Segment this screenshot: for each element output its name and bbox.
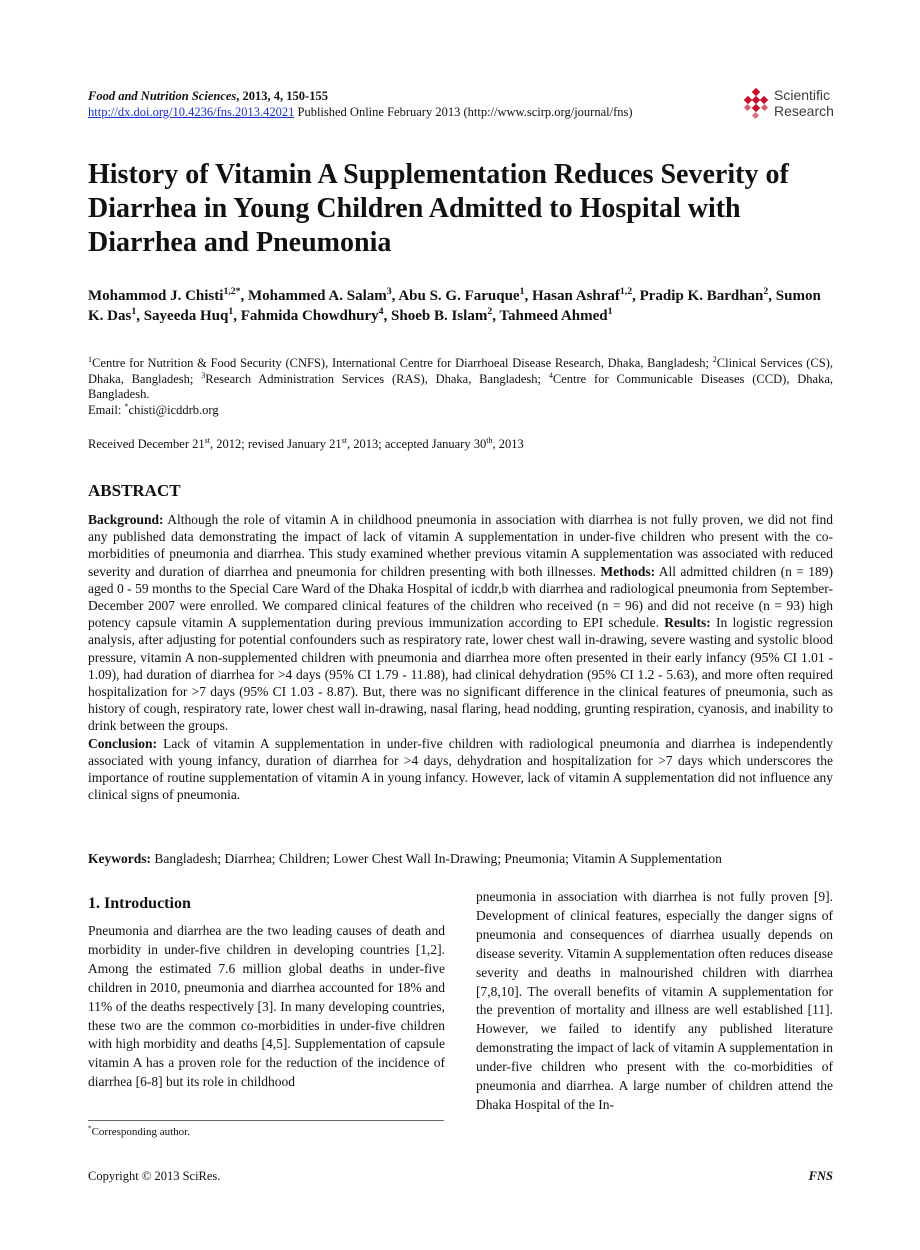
doi-link[interactable]: http://dx.doi.org/10.4236/fns.2013.42021 (88, 105, 295, 119)
logo-wordmark (774, 87, 834, 119)
author-affiliation-sup: 1 (519, 286, 525, 297)
journal-abbreviation: FNS (808, 1169, 833, 1183)
author-name: Abu S. G. Faruque (398, 288, 520, 304)
affiliation-sup: 1 (88, 354, 93, 364)
author-name: Mohammod J. Chisti (88, 288, 224, 304)
email-address[interactable]: chisti@icddrb.org (128, 402, 219, 417)
keywords (88, 850, 833, 867)
author-affiliation-sup: 1,2 (619, 286, 633, 297)
revised-date: , 2012; revised January 21 (210, 437, 342, 451)
affiliation-sup: 3 (201, 370, 206, 380)
author-affiliation-sup: 3 (386, 286, 392, 297)
published-online-text: Published Online February 2013 (http://www.scirp.org/journal/fns) (294, 105, 633, 119)
affiliation-text: Research Administration Services (RAS), Dhaka, Bangladesh; (205, 371, 549, 386)
doi-line (88, 104, 633, 120)
received-sup: st (204, 435, 211, 445)
author-affiliation-sup: 2 (487, 306, 493, 317)
journal-volume: , 2013, 4, 150-155 (236, 89, 328, 103)
affiliation-text: Clinical Services (CS), Dhaka, Bangladesh; (88, 356, 833, 386)
author-affiliation-sup: 2 (763, 286, 769, 297)
received-dates (88, 436, 833, 452)
copyright-notice: Copyright © 2013 SciRes. (88, 1169, 221, 1183)
scientific-research-logo (740, 86, 836, 122)
abstract-methods-label: Methods: (600, 563, 656, 579)
introduction-heading: 1. Introduction (88, 895, 191, 912)
accepted-sup: th (486, 435, 493, 445)
author-name: Shoeb B. Islam (391, 308, 488, 324)
author-list: Mohammod J. Chisti$^{1,2*}$, Mohammed A. Salam$^3$, Abu S. G. Faruque$^1$, Hasan Ashraf$^{1,2}$, Pradip K. Bardhan$^2$, Sumon K. Das$^1$, Sayeeda Huq$^1$, Fahmida Chowdhury$^4$, Shoeb B. Islam$^2$, Tahmeed Ahmed$^1$ (88, 286, 821, 324)
author-name: Fahmida Chowdhury (240, 308, 379, 324)
accepted-date: , 2013; accepted January 30 (347, 437, 487, 451)
abstract-conclusion-label: Conclusion: (88, 735, 158, 751)
author-name: Sumon K. Das (88, 288, 821, 324)
footnote-divider (88, 1120, 444, 1121)
author-name: Sayeeda Huq (143, 308, 229, 324)
journal-name: Food and Nutrition Sciences (88, 89, 237, 103)
introduction-right-column: pneumonia in association with diarrhea is not fully proven [9]. Development of clinical features, especially the danger signs of pneumonia and consequences of diarrhea usually depends on disease severity. Vitamin A supplementation often reduces disease severity and deaths in malnourished children with diarrhea [7,8,10]. The overall benefits of vitamin A supplementation for the prevention of mortality and illness are well established [11]. However, we failed to identify any published literature demonstrating the impact of lack of vitamin A supplementation in under-five children who present with the co-morbidities of pneumonia and diarrhea. A large number of children attend the Dhaka Hospital of the In- (476, 889, 833, 1112)
abstract-heading: ABSTRACT (88, 481, 181, 500)
email-label: Email: (88, 402, 125, 417)
received-date: Received December 21 (88, 437, 205, 451)
author-name: Mohammed A. Salam (248, 288, 387, 304)
introduction-left-column: Pneumonia and diarrhea are the two leading causes of death and morbidity in under-five children in developing countries [1,2]. Among the estimated 7.6 million global deaths in under-five children in 2010, pneumonia and diarrhea accounted for 18% and 11% of the deaths respectively [3]. In many developing countries, these two are the common co-morbidities in under-five children with high morbidity and deaths [4,5]. Supplementation of capsule vitamin A has a proven role for the reduction of the incidence of diarrhea [6-8] but its role in childhood (88, 923, 445, 1090)
abstract-conclusion-text: Lack of vitamin A supplementation in under-five children with radiological pneumonia and diarrhea is independently associated with young infancy, duration of diarrhea for >4 days, dehydration and hospitalization for >7 days which underscores the importance of routine supplementation of vitamin A in young infancy. However, lack of vitamin A supplementation did not influence any clinical signs of pneumonia. (88, 735, 833, 803)
affiliation-text: Centre for Nutrition & Food Security (CNFS), International Centre for Diarrhoeal Disease Research, Dhaka, Bangladesh; (92, 356, 713, 370)
article-title: History of Vitamin A Supplementation Reduces Severity of Diarrhea in Young Children Admitted to Hospital with Diarrhea and Pneumonia (88, 159, 789, 258)
author-affiliation-sup: 1 (607, 306, 613, 317)
author-affiliation-sup: 1 (228, 306, 234, 317)
abstract-background-text: Although the role of vitamin A in childhood pneumonia in association with diarrhea is not fully proven, we did not find any published data demonstrating the impact of lack of vitamin A supplementation in under-five children who present with the co-morbidities of pneumonia and diarrhea. This study examined whether previous vitamin A supplementation was associated with reduced severity and duration of diarrhea and pneumonia for children presenting with both illnesses. (88, 512, 833, 579)
logo-mark-icon (740, 88, 772, 120)
abstract-background-label: Background: (88, 512, 164, 527)
affiliation-sup: 4 (548, 370, 553, 380)
keywords-text: Bangladesh; Diarrhea; Children; Lower Chest Wall In-Drawing; Pneumonia; Vitamin A Supplementation (151, 851, 722, 866)
keywords-label: Keywords: (88, 851, 151, 866)
logo-line-2: Research (774, 103, 834, 119)
abstract-results-label: Results: (664, 615, 711, 631)
author-affiliation-sup: 1,2* (223, 286, 241, 297)
author-affiliation-sup: 1 (131, 306, 137, 317)
author-name: Hasan Ashraf (531, 288, 620, 304)
footnote (88, 1125, 190, 1139)
author-name: Tahmeed Ahmed (499, 308, 608, 324)
email-sup: * (124, 401, 129, 411)
author-affiliation-sup: 4 (378, 306, 384, 317)
affiliation-list (88, 356, 833, 401)
abstract-methods-text: All admitted children (n = 189) aged 0 - 59 months to the Special Care Ward of the Dhaka Hospital of icddr,b with diarrhea and radiological pneumonia from September-December 2007 were enrolled. We compared clinical features of the children who received (n = 96) and did not receive (n = 93) high potency capsule vitamin A supplementation during previous immunization according to EPI schedule. (88, 563, 833, 631)
affiliations (88, 356, 833, 418)
accepted-year: , 2013 (492, 437, 524, 451)
affiliation-text: Centre for Communicable Diseases (CCD), Dhaka, Bangladesh. (88, 371, 833, 401)
logo-line-1: Scientific (774, 87, 831, 103)
affiliation-sup: 2 (712, 354, 717, 364)
journal-citation (88, 88, 328, 104)
abstract-results-text: In logistic regression analysis, after adjusting for potential confounders such as respiratory rate, lower chest wall in-drawing, severe wasting and systolic blood pressure, vitamin A non-supplemented children with pneumonia and diarrhea more often presented in their early infancy (95% CI 1.01 - 1.09), had duration of diarrhea for >4 days (95% CI 1.79 - 11.88), had clinical dehydration (95% CI 1.2 - 5.63), and more often required hospitalization for >7 days (95% CI 1.03 - 8.87). But, there was no significant difference in the clinical features of pneumonia, such as history of cough, respiratory rate, lower chest wall in-drawing, nasal flaring, head nodding, grunting respiration, cyanosis, and inability to drink between the groups. (88, 615, 833, 734)
footnote-sup: * (88, 1124, 92, 1133)
author-name: Pradip K. Bardhan (639, 288, 764, 304)
revised-sup: st (341, 435, 348, 445)
abstract-body (88, 511, 833, 803)
footnote-text: Corresponding author. (91, 1126, 190, 1138)
